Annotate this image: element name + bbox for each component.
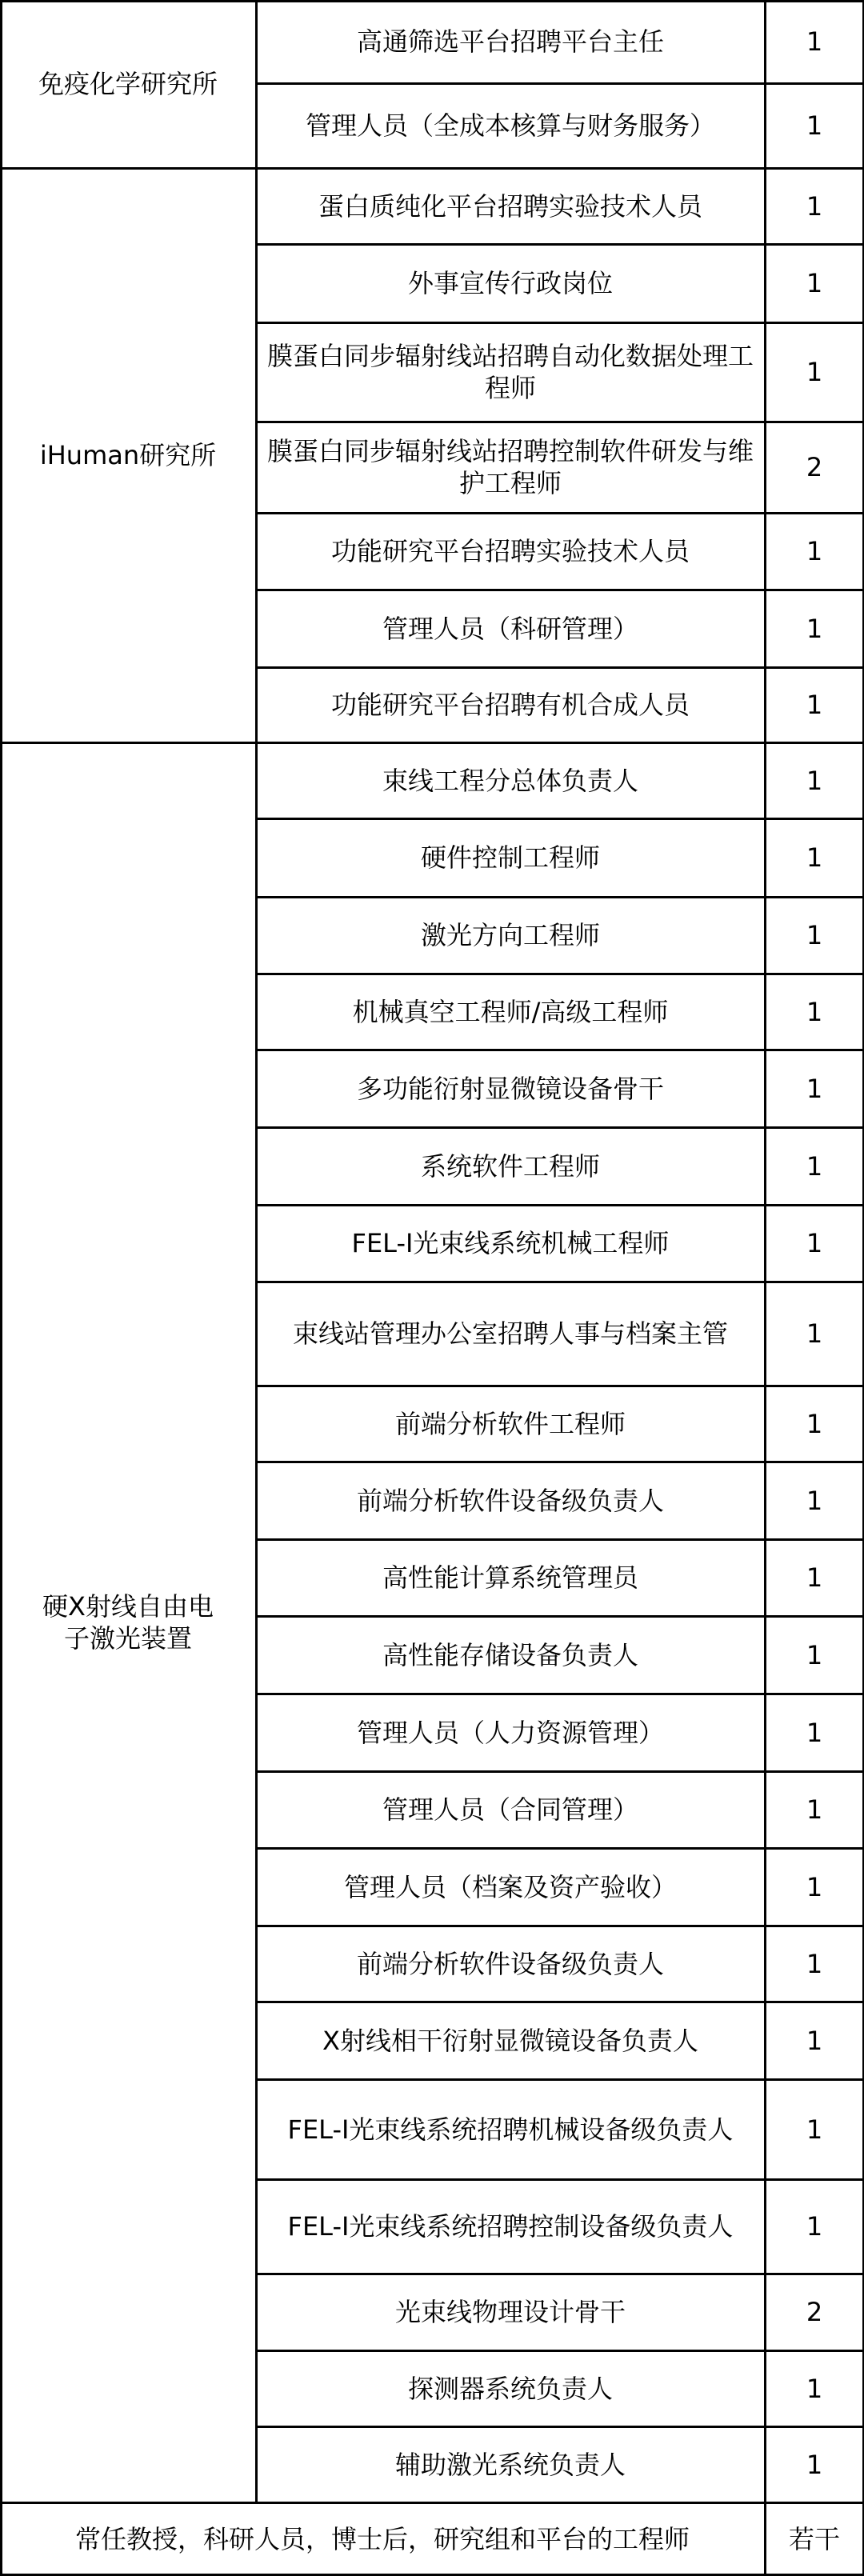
section-divider <box>0 742 864 744</box>
column-divider <box>255 742 258 2502</box>
row-divider <box>256 1693 864 1695</box>
section-name: 硬X射线自由电子激光装置 <box>42 1591 214 1654</box>
position-count: 1 <box>806 765 823 796</box>
row-divider <box>256 322 864 324</box>
position-title: 管理人员（合同管理） <box>382 1794 638 1825</box>
position-title: 功能研究平台招聘实验技术人员 <box>330 536 690 566</box>
row-divider <box>256 2426 864 2428</box>
row-divider <box>256 1204 864 1206</box>
position-count: 1 <box>806 1228 823 1258</box>
position-count: 1 <box>806 1639 823 1670</box>
position-title: 探测器系统负责人 <box>407 2373 613 2404</box>
position-count: 1 <box>806 1871 823 1902</box>
position-count: 1 <box>806 2114 823 2145</box>
row-divider <box>256 1281 864 1283</box>
row-divider <box>256 1847 864 1850</box>
position-title: 辅助激光系统负责人 <box>394 2449 626 2480</box>
position-title: 光束线物理设计骨干 <box>394 2297 626 2327</box>
row-divider <box>256 896 864 898</box>
position-title: 管理人员（人力资源管理） <box>356 1717 664 1748</box>
position-title: 膜蛋白同步辐射线站招聘自动化数据处理工程师 <box>266 341 754 403</box>
row-divider <box>256 2273 864 2275</box>
row-divider <box>256 589 864 591</box>
position-title: 多功能衍射显微镜设备骨干 <box>356 1073 664 1104</box>
position-title: 膜蛋白同步辐射线站招聘控制软件研发与维护工程师 <box>266 436 754 498</box>
position-count: 1 <box>806 1717 823 1748</box>
position-title: 前端分析软件设备级负责人 <box>356 1485 664 1516</box>
position-title: 外事宣传行政岗位 <box>407 268 613 298</box>
position-count: 1 <box>806 1485 823 1516</box>
row-divider <box>256 2001 864 2003</box>
row-divider <box>256 2078 864 2081</box>
position-count: 1 <box>806 190 823 222</box>
position-count: 1 <box>806 1562 823 1593</box>
position-count: 1 <box>806 1948 823 1979</box>
position-count: 1 <box>806 690 823 720</box>
row-divider <box>256 2178 864 2181</box>
position-count: 1 <box>806 357 823 387</box>
position-title: 高性能存储设备负责人 <box>382 1639 638 1670</box>
position-count: 1 <box>806 1150 823 1182</box>
position-count: 2 <box>806 2297 823 2327</box>
column-divider <box>255 168 258 742</box>
position-title: 激光方向工程师 <box>420 920 600 950</box>
position-count: 1 <box>806 2449 823 2480</box>
row-divider <box>256 1461 864 1463</box>
position-title: 机械真空工程师/高级工程师 <box>352 996 669 1027</box>
position-title: FEL-I光束线系统招聘控制设备级负责人 <box>287 2211 734 2242</box>
section-name: 免疫化学研究所 <box>38 69 218 99</box>
position-count: 1 <box>806 920 823 950</box>
row-divider <box>256 421 864 423</box>
position-title: 管理人员（全成本核算与财务服务） <box>305 110 715 141</box>
position-title: 管理人员（档案及资产验收） <box>343 1871 677 1902</box>
position-title: FEL-I光束线系统机械工程师 <box>351 1228 670 1258</box>
column-divider <box>764 742 766 2502</box>
row-divider <box>256 1925 864 1927</box>
table-border-top <box>0 0 864 2</box>
row-divider <box>256 512 864 514</box>
row-divider <box>256 1538 864 1541</box>
position-title: 束线工程分总体负责人 <box>382 765 638 796</box>
position-count: 1 <box>806 842 823 873</box>
position-count: 1 <box>806 2025 823 2056</box>
position-count: 1 <box>806 1794 823 1825</box>
column-divider <box>764 2502 766 2575</box>
position-title: 前端分析软件设备级负责人 <box>356 1948 664 1979</box>
position-title: 高通筛选平台招聘平台主任 <box>356 26 664 57</box>
position-title: 束线站管理办公室招聘人事与档案主管 <box>292 1318 728 1349</box>
position-count: 1 <box>806 268 823 298</box>
row-divider <box>256 2350 864 2352</box>
position-title: X射线相干衍射显微镜设备负责人 <box>322 2025 698 2056</box>
section-divider <box>0 2502 864 2504</box>
section-divider <box>0 167 864 170</box>
position-count: 1 <box>806 26 823 57</box>
row-divider <box>256 666 864 669</box>
position-count: 1 <box>806 2373 823 2404</box>
position-title: 硬件控制工程师 <box>420 842 600 873</box>
position-title: FEL-I光束线系统招聘机械设备级负责人 <box>287 2114 734 2145</box>
row-divider <box>256 243 864 246</box>
row-divider <box>256 1126 864 1129</box>
row-divider <box>256 1770 864 1773</box>
position-title: 前端分析软件工程师 <box>394 1408 626 1439</box>
position-count: 1 <box>806 996 823 1027</box>
row-divider <box>256 973 864 975</box>
row-divider <box>256 1385 864 1387</box>
position-title: 蛋白质纯化平台招聘实验技术人员 <box>318 190 702 222</box>
position-count: 1 <box>806 1318 823 1349</box>
row-divider <box>256 1615 864 1618</box>
position-count: 1 <box>806 613 823 644</box>
position-count: 1 <box>806 1408 823 1439</box>
table-border-left <box>0 0 2 2575</box>
position-title: 功能研究平台招聘有机合成人员 <box>330 690 690 720</box>
position-count: 1 <box>806 110 823 141</box>
row-divider <box>256 1049 864 1051</box>
position-count: 2 <box>806 452 823 482</box>
column-divider <box>764 0 766 168</box>
section-name: iHuman研究所 <box>39 440 217 470</box>
column-divider <box>255 0 258 168</box>
footer-count: 若干 <box>788 2523 840 2554</box>
row-divider <box>256 82 864 85</box>
position-title: 管理人员（科研管理） <box>382 613 638 644</box>
footer-label: 常任教授，科研人员，博士后，研究组和平台的工程师 <box>74 2523 690 2554</box>
position-count: 1 <box>806 536 823 566</box>
position-title: 系统软件工程师 <box>420 1150 600 1182</box>
position-count: 1 <box>806 2211 823 2242</box>
column-divider <box>764 168 766 742</box>
position-title: 高性能计算系统管理员 <box>382 1562 638 1593</box>
row-divider <box>256 818 864 820</box>
position-count: 1 <box>806 1073 823 1104</box>
